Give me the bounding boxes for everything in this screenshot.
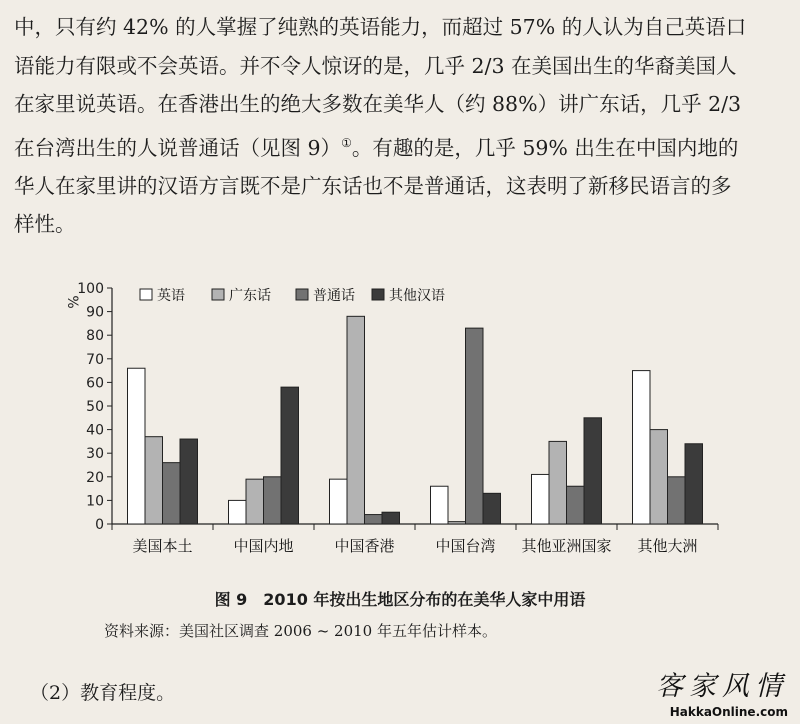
- x-tick-label: 中国台湾: [435, 537, 496, 555]
- bar: [163, 463, 181, 524]
- watermark-url[interactable]: HakkaOnline.com: [669, 705, 788, 719]
- y-tick-label: 80: [86, 328, 104, 345]
- paragraph-line: 样性。: [14, 212, 76, 237]
- bar: [448, 522, 466, 524]
- bar: [264, 477, 282, 524]
- legend-label: 广东话: [229, 288, 271, 304]
- y-tick-label: 100: [77, 281, 104, 297]
- paragraph-line: 语能力有限或不会英语。并不令人惊讶的是，几乎 2/3 在美国出生的华裔美国人: [14, 53, 737, 78]
- bar-chart: [0, 268, 800, 568]
- body-paragraph: [14, 8, 786, 244]
- bar: [466, 328, 484, 524]
- legend-swatch: [212, 289, 224, 300]
- x-tick-label: 中国内地: [233, 537, 294, 555]
- legend-label: 其他汉语: [389, 288, 445, 304]
- bar: [347, 316, 365, 524]
- bar: [431, 486, 449, 524]
- bar: [549, 441, 567, 524]
- y-tick-label: 70: [86, 351, 104, 368]
- y-tick-label: 90: [86, 304, 104, 321]
- watermark: [656, 664, 788, 719]
- bar: [229, 500, 247, 524]
- y-axis-label: %: [64, 295, 80, 309]
- y-tick-label: 30: [86, 446, 104, 463]
- footnote-mark[interactable]: ①: [341, 135, 352, 150]
- paragraph-line: 中，只有约 42% 的人掌握了纯熟的英语能力，而超过 57% 的人认为自己英语口: [14, 15, 747, 39]
- bar: [281, 387, 299, 524]
- paragraph-line-part: 。有趣的是，几乎 59% 出生在中国内地的: [351, 135, 739, 160]
- bar: [246, 479, 264, 524]
- x-tick-label: 其他大洲: [637, 537, 698, 555]
- y-tick-label: 0: [95, 517, 104, 533]
- x-tick-label: 美国本土: [132, 537, 193, 555]
- y-tick-label: 50: [86, 399, 104, 415]
- legend-label: 英语: [157, 288, 185, 304]
- legend-swatch: [296, 289, 308, 300]
- bar: [382, 512, 400, 524]
- bar: [532, 474, 550, 524]
- figure-source: 资料来源：美国社区调查 2006 ~ 2010 年五年估计样本。: [104, 622, 497, 640]
- y-tick-label: 10: [86, 493, 104, 510]
- paragraph-line: [14, 124, 786, 167]
- y-tick-label: 40: [86, 422, 104, 439]
- bar: [633, 371, 651, 524]
- bar: [685, 444, 703, 524]
- legend-label: 普通话: [313, 288, 355, 304]
- bar: [668, 477, 686, 524]
- legend-swatch: [372, 289, 384, 300]
- paragraph-line-part: 在台湾出生的人说普通话（见图 9）: [14, 135, 342, 160]
- bar: [567, 486, 585, 524]
- bar: [650, 430, 668, 524]
- bar: [330, 479, 348, 524]
- paragraph-line: 华人在家里讲的汉语方言既不是广东话也不是普通话，这表明了新移民语言的多: [14, 173, 732, 198]
- paragraph-line: 在家里说英语。在香港出生的绝大多数在美华人（约 88%）讲广东话，几乎 2/3: [14, 92, 742, 116]
- watermark-logo: 客家风情: [656, 671, 788, 702]
- bar: [365, 515, 383, 524]
- y-tick-label: 20: [86, 469, 104, 486]
- bar: [584, 418, 602, 524]
- section-heading: （2）教育程度。: [30, 682, 176, 704]
- bar: [145, 437, 163, 524]
- legend-swatch: [140, 289, 152, 300]
- bar: [128, 368, 146, 524]
- figure-caption: 图 9 2010 年按出生地区分布的在美华人家中用语: [214, 590, 586, 609]
- bar: [483, 493, 501, 524]
- y-tick-label: 60: [86, 375, 104, 392]
- x-tick-label: 其他亚洲国家: [521, 537, 612, 555]
- bar: [180, 439, 198, 524]
- x-tick-label: 中国香港: [334, 537, 395, 555]
